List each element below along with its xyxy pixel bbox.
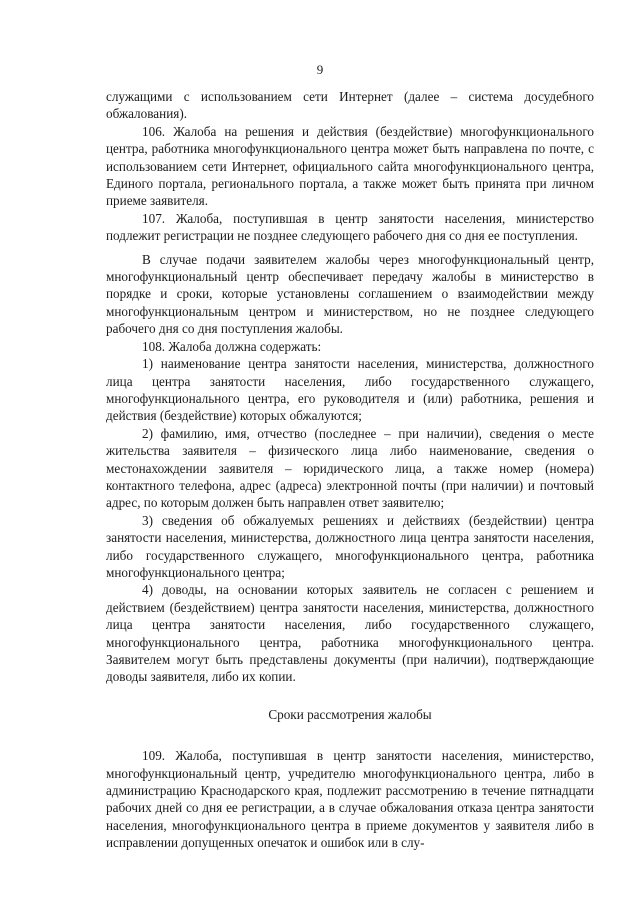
paragraph-106: 106. Жалоба на решения и действия (бездействие) многофункционального центра, работника многофункционального центра может быть направлена по почте, с использованием сети Интернет, официального сайта многофункционального центра, Единого портала, регионального портала, а также может быть принята при личном приеме заявителя.	[106, 123, 594, 209]
section-title: Сроки рассмотрения жалобы	[268, 706, 432, 722]
paragraph-108-item-3: 3) сведения об обжалуемых решениях и действиях (бездействии) центра занятости населения, министерства, должностного лица центра занятости населения, либо государственного служащего, многофункционального центра, работника многофункционального центра;	[106, 512, 594, 580]
paragraph-107: 107. Жалоба, поступившая в центр занятости населения, министерство подлежит регистрации не позднее следующего рабочего дня со дня ее поступления.	[106, 210, 594, 244]
paragraph-108: 108. Жалоба должна содержать:	[142, 338, 322, 354]
paragraph-109: 109. Жалоба, поступившая в центр занятости населения, министерство, многофункциональный центр, учредителю многофункционального центра, либо в администрацию Краснодарского края, подлежит рассмотрению в течение пятнадцати рабочих дней со дня ее регистрации, а в случае обжалования отказа центра занятости населения, многофункционального центра в приеме документов у заявителя либо в исправлении допущенных опечаток и ошибок или в слу-	[106, 748, 594, 851]
page-number: 9	[316, 62, 324, 77]
paragraph-continuation: служащими с использованием сети Интернет (далее – система досудебного обжалования).	[106, 89, 594, 122]
paragraph-108-item-1: 1) наименование центра занятости населения, министерства, должностного лица центра занятости населения, либо государственного служащего, многофункционального центра, его руководителя и (или) работника, решения и действия (бездействие) которых обжалуются;	[106, 356, 594, 424]
paragraph-108-item-4: 4) доводы, на основании которых заявитель не согласен с решением и действием (бездействием) центра занятости населения, министерства, должностного лица центра занятости населения, либо государственного служащего, многофункционального центра, работника многофункционального центра. Заявителем могут быть представлены документы (при наличии), подтверждающие доводы заявителя, либо их копии.	[106, 582, 594, 685]
document-body	[106, 88, 594, 852]
paragraph-108-item-2: 2) фамилию, имя, отчество (последнее – при наличии), сведения о месте жительства заявителя – физического лица либо наименование, сведения о местонахождении заявителя – юридического лица, а также номер (номера) контактного телефона, адрес (адреса) электронной почты (при наличии) и почтовый адрес, по которым должен быть направлен ответ заявителю;	[106, 425, 594, 511]
paragraph-107-mfc: В случае подачи заявителем жалобы через многофункциональный центр, многофункциональный центр обеспечивает передачу жалобы в министерство в порядке и сроки, которые установлены соглашением о взаимодействии между многофункциональным центром и министерством, но не позднее следующего рабочего дня со дня поступления жалобы.	[106, 251, 594, 337]
